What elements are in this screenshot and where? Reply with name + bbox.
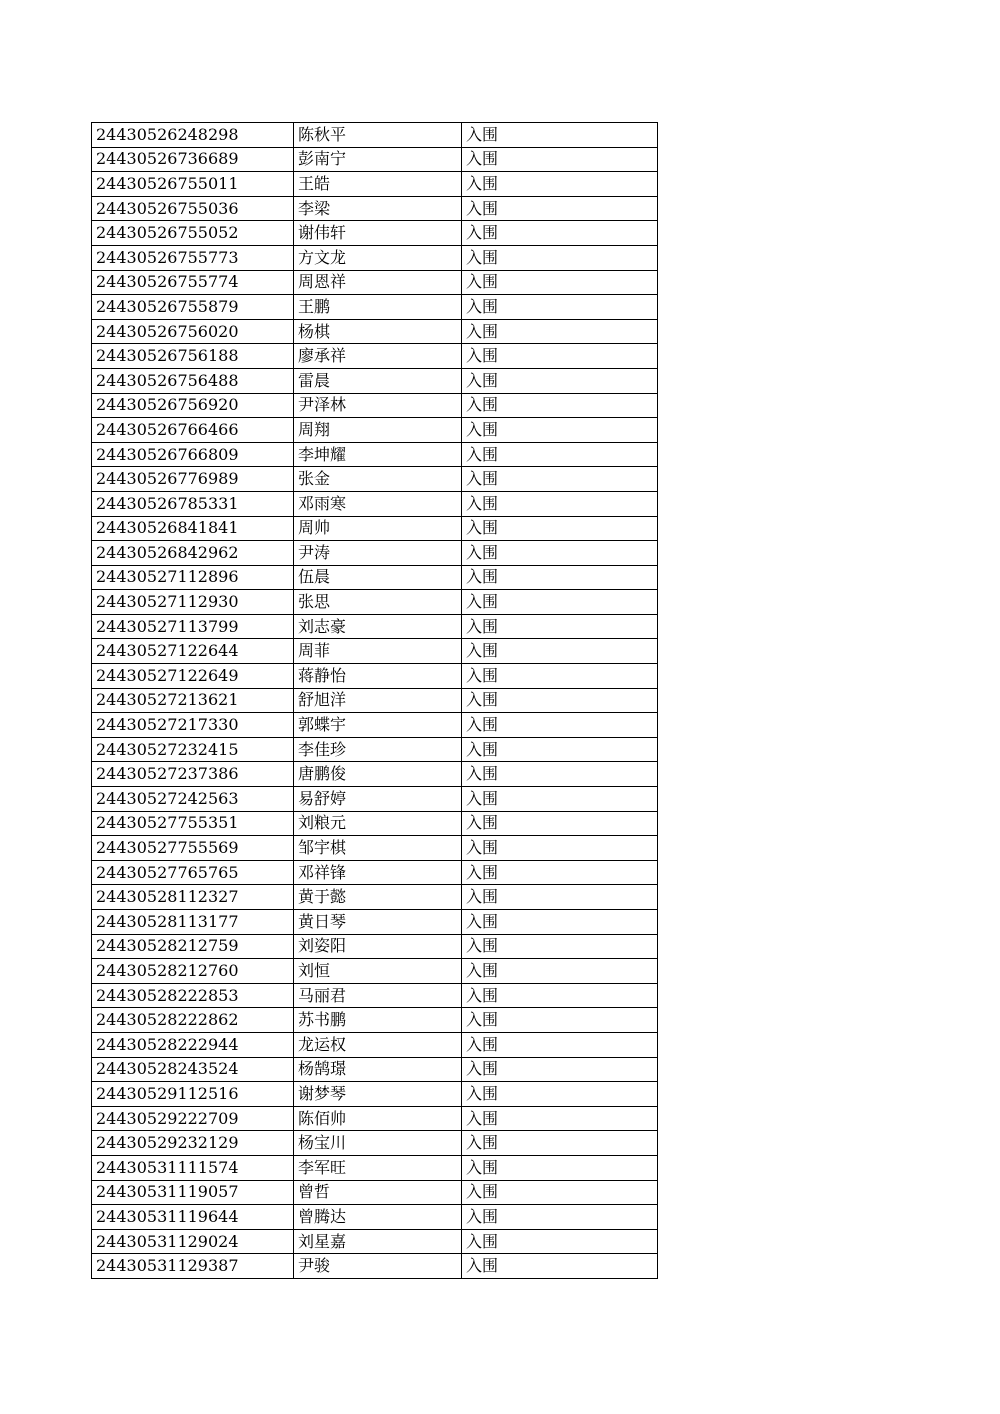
table-row: [92, 1254, 658, 1279]
table-row: [92, 1032, 658, 1057]
candidate-id-cell: 24430526736689: [92, 147, 294, 172]
candidate-status-cell: 入围: [462, 836, 658, 861]
candidate-id-cell: 24430527122644: [92, 639, 294, 664]
candidate-id-cell: 24430526766809: [92, 442, 294, 467]
candidate-id-cell: 24430531129024: [92, 1229, 294, 1254]
table-row: [92, 393, 658, 418]
candidate-name-cell: 苏书鹏: [294, 1008, 462, 1033]
candidate-status-cell: 入围: [462, 713, 658, 738]
candidate-name-cell: 陈秋平: [294, 123, 462, 148]
candidate-name-cell: 尹涛: [294, 541, 462, 566]
candidate-id-cell: 24430526755879: [92, 295, 294, 320]
table-row: [92, 541, 658, 566]
candidate-status-cell: 入围: [462, 787, 658, 812]
candidate-name-cell: 周帅: [294, 516, 462, 541]
candidate-name-cell: 邓祥锋: [294, 860, 462, 885]
candidate-id-cell: 24430528113177: [92, 910, 294, 935]
table-row: [92, 836, 658, 861]
candidate-id-cell: 24430527755569: [92, 836, 294, 861]
candidate-id-cell: 24430526766466: [92, 418, 294, 443]
candidate-status-cell: 入围: [462, 664, 658, 689]
candidate-status-cell: 入围: [462, 910, 658, 935]
candidate-id-cell: 24430531119057: [92, 1180, 294, 1205]
candidate-name-cell: 尹泽林: [294, 393, 462, 418]
candidate-id-cell: 24430526755036: [92, 196, 294, 221]
candidate-id-cell: 24430531119644: [92, 1205, 294, 1230]
table-row: [92, 368, 658, 393]
candidate-status-cell: 入围: [462, 1008, 658, 1033]
candidate-name-cell: 郭蝶宇: [294, 713, 462, 738]
candidate-status-cell: 入围: [462, 393, 658, 418]
table-row: [92, 442, 658, 467]
candidate-name-cell: 廖承祥: [294, 344, 462, 369]
table-row: [92, 959, 658, 984]
candidate-status-cell: 入围: [462, 516, 658, 541]
candidate-status-cell: 入围: [462, 245, 658, 270]
candidate-id-cell: 24430527237386: [92, 762, 294, 787]
candidate-status-cell: 入围: [462, 172, 658, 197]
candidate-status-cell: 入围: [462, 123, 658, 148]
candidate-name-cell: 张思: [294, 590, 462, 615]
candidate-name-cell: 马丽君: [294, 983, 462, 1008]
candidate-id-cell: 24430527755351: [92, 811, 294, 836]
table-row: [92, 713, 658, 738]
candidate-id-cell: 24430529232129: [92, 1131, 294, 1156]
results-table: [91, 122, 658, 1279]
candidate-name-cell: 曾腾达: [294, 1205, 462, 1230]
candidate-status-cell: 入围: [462, 1082, 658, 1107]
candidate-status-cell: 入围: [462, 1032, 658, 1057]
table-row: [92, 860, 658, 885]
table-row: [92, 196, 658, 221]
candidate-name-cell: 李军旺: [294, 1155, 462, 1180]
candidate-id-cell: 24430526755011: [92, 172, 294, 197]
table-row: [92, 1057, 658, 1082]
candidate-id-cell: 24430528222853: [92, 983, 294, 1008]
candidate-id-cell: 24430527765765: [92, 860, 294, 885]
candidate-id-cell: 24430529222709: [92, 1106, 294, 1131]
table-row: [92, 910, 658, 935]
table-row: [92, 467, 658, 492]
candidate-name-cell: 尹骏: [294, 1254, 462, 1279]
candidate-status-cell: 入围: [462, 1057, 658, 1082]
candidate-name-cell: 舒旭洋: [294, 688, 462, 713]
table-row: [92, 664, 658, 689]
candidate-status-cell: 入围: [462, 442, 658, 467]
candidate-name-cell: 张金: [294, 467, 462, 492]
table-row: [92, 319, 658, 344]
candidate-name-cell: 伍晨: [294, 565, 462, 590]
candidate-name-cell: 王鹏: [294, 295, 462, 320]
candidate-name-cell: 李佳珍: [294, 737, 462, 762]
candidate-status-cell: 入围: [462, 147, 658, 172]
candidate-name-cell: 李坤耀: [294, 442, 462, 467]
table-row: [92, 811, 658, 836]
candidate-id-cell: 24430526248298: [92, 123, 294, 148]
table-row: [92, 639, 658, 664]
candidate-status-cell: 入围: [462, 811, 658, 836]
candidate-name-cell: 杨棋: [294, 319, 462, 344]
candidate-id-cell: 24430526756188: [92, 344, 294, 369]
candidate-name-cell: 曾哲: [294, 1180, 462, 1205]
candidate-id-cell: 24430527213621: [92, 688, 294, 713]
table-row: [92, 1131, 658, 1156]
candidate-name-cell: 刘星嘉: [294, 1229, 462, 1254]
candidate-id-cell: 24430526756488: [92, 368, 294, 393]
candidate-status-cell: 入围: [462, 368, 658, 393]
candidate-id-cell: 24430527113799: [92, 614, 294, 639]
candidate-status-cell: 入围: [462, 295, 658, 320]
candidate-id-cell: 24430528222944: [92, 1032, 294, 1057]
candidate-name-cell: 刘恒: [294, 959, 462, 984]
candidate-status-cell: 入围: [462, 860, 658, 885]
candidate-name-cell: 彭南宁: [294, 147, 462, 172]
candidate-status-cell: 入围: [462, 688, 658, 713]
table-row: [92, 270, 658, 295]
candidate-name-cell: 刘姿阳: [294, 934, 462, 959]
table-row: [92, 344, 658, 369]
table-row: [92, 123, 658, 148]
candidate-name-cell: 王皓: [294, 172, 462, 197]
candidate-status-cell: 入围: [462, 614, 658, 639]
candidate-status-cell: 入围: [462, 1254, 658, 1279]
table-row: [92, 983, 658, 1008]
table-row: [92, 688, 658, 713]
candidate-status-cell: 入围: [462, 1180, 658, 1205]
candidate-status-cell: 入围: [462, 221, 658, 246]
candidate-name-cell: 谢梦琴: [294, 1082, 462, 1107]
table-row: [92, 614, 658, 639]
candidate-status-cell: 入围: [462, 737, 658, 762]
candidate-id-cell: 24430528112327: [92, 885, 294, 910]
candidate-id-cell: 24430527232415: [92, 737, 294, 762]
candidate-id-cell: 24430526756020: [92, 319, 294, 344]
candidate-status-cell: 入围: [462, 959, 658, 984]
candidate-name-cell: 方文龙: [294, 245, 462, 270]
candidate-name-cell: 唐鹏俊: [294, 762, 462, 787]
candidate-name-cell: 杨鹄璟: [294, 1057, 462, 1082]
candidate-name-cell: 周恩祥: [294, 270, 462, 295]
candidate-id-cell: 24430528243524: [92, 1057, 294, 1082]
table-row: [92, 762, 658, 787]
candidate-status-cell: 入围: [462, 319, 658, 344]
table-row: [92, 172, 658, 197]
candidate-status-cell: 入围: [462, 762, 658, 787]
candidate-id-cell: 24430527112896: [92, 565, 294, 590]
candidate-status-cell: 入围: [462, 1106, 658, 1131]
candidate-name-cell: 杨宝川: [294, 1131, 462, 1156]
candidate-name-cell: 周翔: [294, 418, 462, 443]
candidate-name-cell: 易舒婷: [294, 787, 462, 812]
candidate-id-cell: 24430531129387: [92, 1254, 294, 1279]
candidate-name-cell: 黄于懿: [294, 885, 462, 910]
table-row: [92, 565, 658, 590]
candidate-status-cell: 入围: [462, 934, 658, 959]
candidate-id-cell: 24430527217330: [92, 713, 294, 738]
candidate-id-cell: 24430526842962: [92, 541, 294, 566]
table-row: [92, 787, 658, 812]
table-row: [92, 295, 658, 320]
table-row: [92, 737, 658, 762]
candidate-name-cell: 蒋静怡: [294, 664, 462, 689]
candidate-id-cell: 24430527112930: [92, 590, 294, 615]
results-table-body: [92, 123, 658, 1279]
candidate-id-cell: 24430526841841: [92, 516, 294, 541]
table-row: [92, 1082, 658, 1107]
candidate-status-cell: 入围: [462, 1155, 658, 1180]
candidate-id-cell: 24430529112516: [92, 1082, 294, 1107]
table-row: [92, 1106, 658, 1131]
candidate-name-cell: 雷晨: [294, 368, 462, 393]
candidate-id-cell: 24430531111574: [92, 1155, 294, 1180]
candidate-id-cell: 24430528222862: [92, 1008, 294, 1033]
table-row: [92, 491, 658, 516]
candidate-status-cell: 入围: [462, 270, 658, 295]
table-row: [92, 418, 658, 443]
table-row: [92, 1205, 658, 1230]
candidate-status-cell: 入围: [462, 467, 658, 492]
candidate-id-cell: 24430526755774: [92, 270, 294, 295]
candidate-status-cell: 入围: [462, 196, 658, 221]
table-row: [92, 1229, 658, 1254]
candidate-id-cell: 24430526776989: [92, 467, 294, 492]
table-row: [92, 1180, 658, 1205]
candidate-name-cell: 龙运权: [294, 1032, 462, 1057]
candidate-name-cell: 邓雨寒: [294, 491, 462, 516]
candidate-name-cell: 周菲: [294, 639, 462, 664]
candidate-status-cell: 入围: [462, 885, 658, 910]
candidate-id-cell: 24430528212759: [92, 934, 294, 959]
candidate-status-cell: 入围: [462, 1131, 658, 1156]
candidate-id-cell: 24430527242563: [92, 787, 294, 812]
table-row: [92, 245, 658, 270]
candidate-status-cell: 入围: [462, 1205, 658, 1230]
table-row: [92, 516, 658, 541]
table-row: [92, 885, 658, 910]
candidate-status-cell: 入围: [462, 590, 658, 615]
candidate-status-cell: 入围: [462, 541, 658, 566]
table-row: [92, 590, 658, 615]
candidate-name-cell: 黄日琴: [294, 910, 462, 935]
candidate-id-cell: 24430526785331: [92, 491, 294, 516]
candidate-status-cell: 入围: [462, 418, 658, 443]
candidate-status-cell: 入围: [462, 983, 658, 1008]
candidate-id-cell: 24430527122649: [92, 664, 294, 689]
candidate-status-cell: 入围: [462, 639, 658, 664]
candidate-id-cell: 24430526755773: [92, 245, 294, 270]
candidate-name-cell: 邹宇棋: [294, 836, 462, 861]
candidate-name-cell: 刘粮元: [294, 811, 462, 836]
table-row: [92, 1008, 658, 1033]
candidate-name-cell: 谢伟轩: [294, 221, 462, 246]
table-row: [92, 1155, 658, 1180]
candidate-id-cell: 24430526755052: [92, 221, 294, 246]
candidate-status-cell: 入围: [462, 1229, 658, 1254]
candidate-name-cell: 陈佰帅: [294, 1106, 462, 1131]
candidate-status-cell: 入围: [462, 565, 658, 590]
candidate-name-cell: 刘志豪: [294, 614, 462, 639]
candidate-status-cell: 入围: [462, 491, 658, 516]
candidate-id-cell: 24430526756920: [92, 393, 294, 418]
candidate-id-cell: 24430528212760: [92, 959, 294, 984]
table-row: [92, 147, 658, 172]
table-row: [92, 934, 658, 959]
table-row: [92, 221, 658, 246]
candidate-status-cell: 入围: [462, 344, 658, 369]
candidate-name-cell: 李梁: [294, 196, 462, 221]
